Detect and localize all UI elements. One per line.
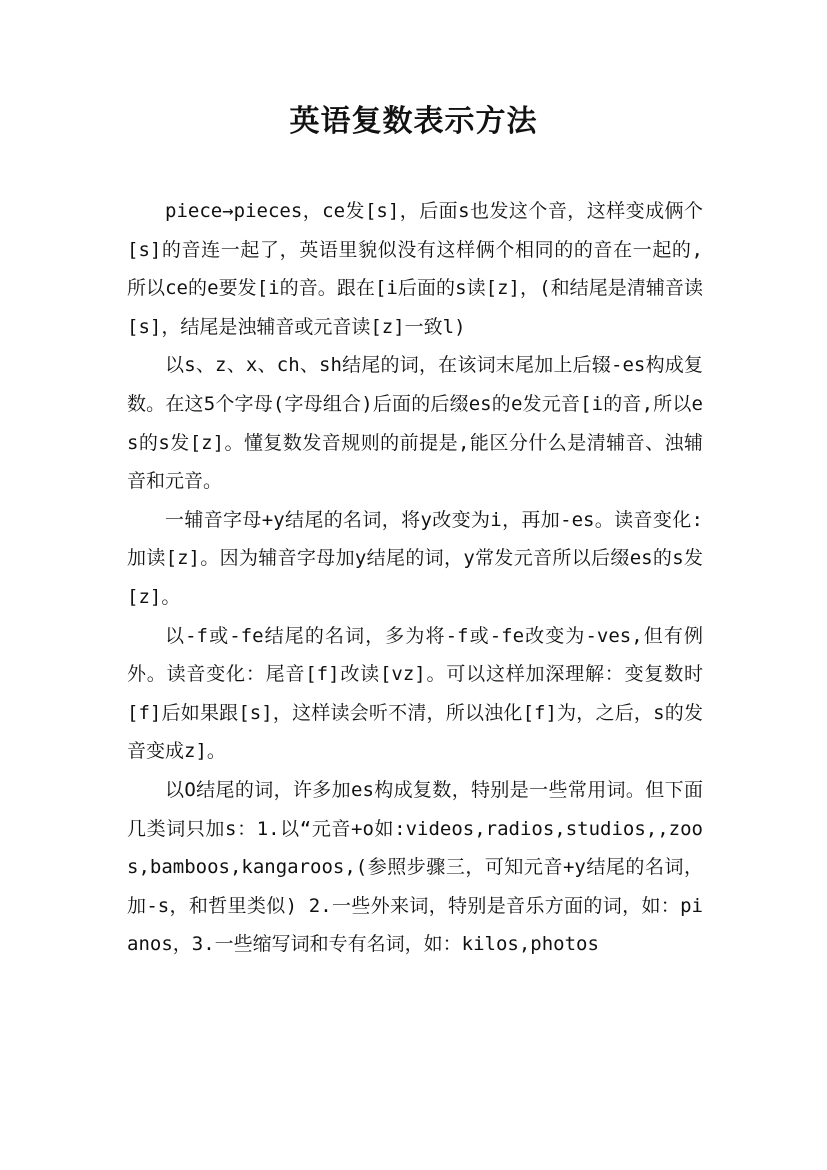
document-body — [127, 192, 703, 964]
paragraph-es-endings: 以s、z、x、ch、sh结尾的词，在该词末尾加上后辍-es构成复数。在这5个字母(字母组合)后面的后缀es的e发元音[i的音,所以es的s发[z]。懂复数发音规则的前提是,能区分什么是清辅音、浊辅音和元音。 — [127, 354, 703, 493]
paragraph-pronunciation-ce: piece→pieces，ce发[s]，后面s也发这个音，这样变成俩个[s]的音连一起了，英语里貌似没有这样俩个相同的的音在一起的,所以ce的e要发[i的音。跟在[i后面的s读[z]，(和结尾是清辅音读[s]，结尾是浊辅音或元音读[z]一致l) — [127, 200, 703, 338]
paragraph-o-endings: 以O结尾的词，许多加es构成复数，特别是一些常用词。但下面几类词只加s：1.以“元音+o如:videos,radios,studios,,zoos,bamboos,kangaroos,(参照步骤三，可知元音+y结尾的名词，加-s，和哲里类似) 2.一些外来词，特别是音乐方面的词，如：pianos，3.一些缩写词和专有名词，如：kilos,photos — [127, 778, 703, 956]
page-title: 英语复数表示方法 — [289, 104, 538, 139]
paragraph-consonant-y: 一辅音字母+y结尾的名词，将y改变为i，再加-es。读音变化:加读[z]。因为辅音字母加y结尾的词，y常发元音所以后缀es的s发[z]。 — [127, 508, 703, 608]
paragraph-f-fe-endings: 以-f或-fe结尾的名词，多为将-f或-fe改变为-ves,但有例外。读音变化：尾音[f]改读[vz]。可以这样加深理解：变复数时[f]后如果跟[s]，这样读会听不清，所以浊化[f]为，之后，s的发音变成z]。 — [127, 624, 703, 763]
